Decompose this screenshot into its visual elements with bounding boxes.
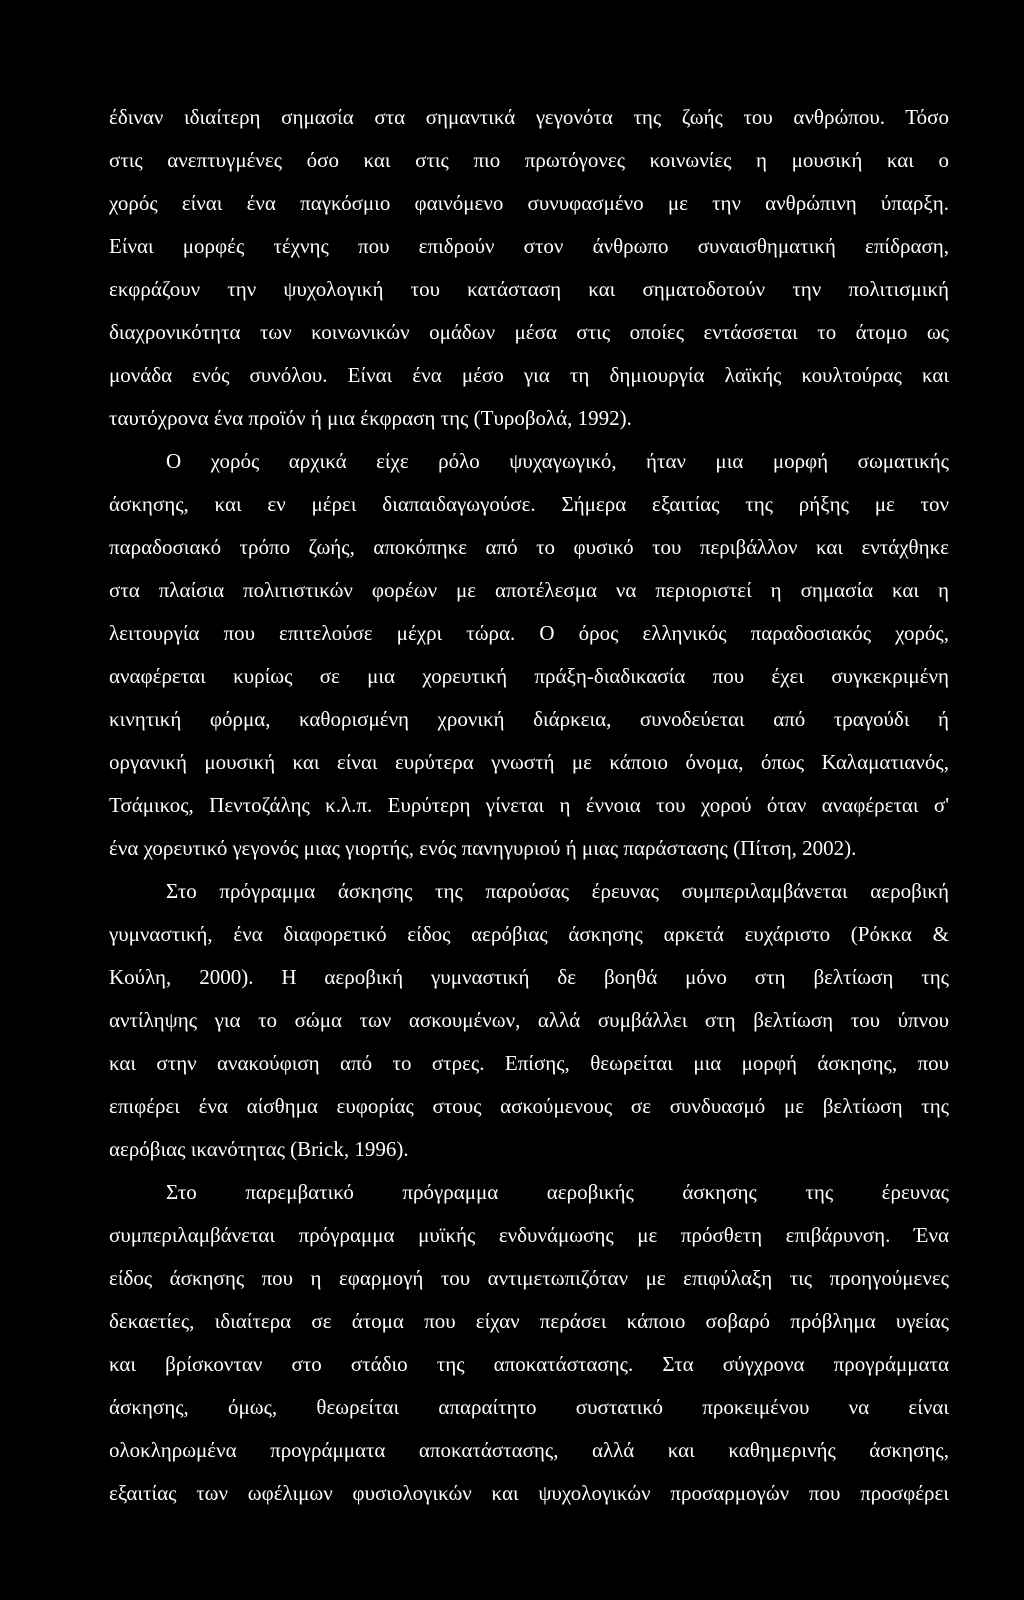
text-line: Κούλη, 2000). Η αεροβική γυμναστική δε βοηθά μόνο στη βελτίωση της xyxy=(109,965,949,989)
text-line: οργανική μουσική και είναι ευρύτερα γνωστή με κάποιο όνομα, όπως Καλαματιανός, xyxy=(109,750,949,774)
text-line: συμπεριλαμβάνεται πρόγραμμα μυϊκής ενδυνάμωσης με πρόσθετη επιβάρυνση. Ένα xyxy=(109,1223,949,1247)
text-line: ολοκληρωμένα προγράμματα αποκατάστασης, αλλά και καθημερινής άσκησης, xyxy=(109,1438,949,1462)
text-line: Στο παρεμβατικό πρόγραμμα αεροβικής άσκησης της έρευνας xyxy=(166,1180,949,1204)
text-line: είδος άσκησης που η εφαρμογή του αντιμετωπιζόταν με επιφύλαξη τις προηγούμενες xyxy=(109,1266,949,1290)
text-line: Τσάμικος, Πεντοζάλης κ.λ.π. Ευρύτερη γίνεται η έννοια του χορού όταν αναφέρεται σ' xyxy=(109,793,949,817)
text-line: μονάδα ενός συνόλου. Είναι ένα μέσο για τη δημιουργία λαϊκής κουλτούρας και xyxy=(109,363,949,387)
text-line: άσκησης, όμως, θεωρείται απαραίτητο συστατικό προκειμένου να είναι xyxy=(109,1395,949,1419)
text-line: επιφέρει ένα αίσθημα ευφορίας στους ασκούμενους σε συνδυασμό με βελτίωση της xyxy=(109,1094,949,1118)
text-line: αντίληψης για το σώμα των ασκουμένων, αλλά συμβάλλει στη βελτίωση του ύπνου xyxy=(109,1008,949,1032)
text-line: γυμναστική, ένα διαφορετικό είδος αερόβιας άσκησης αρκετά ευχάριστο (Ρόκκα & xyxy=(109,922,949,946)
text-line: ένα χορευτικό γεγονός μιας γιορτής, ενός πανηγυριού ή μιας παράστασης (Πίτση, 2002). xyxy=(109,836,857,860)
text-line: κινητική φόρμα, καθορισμένη χρονική διάρκεια, συνοδεύεται από τραγούδι ή xyxy=(109,707,949,731)
text-line: άσκησης, και εν μέρει διαπαιδαγωγούσε. Σήμερα εξαιτίας της ρήξης με τον xyxy=(109,492,949,516)
text-line: αναφέρεται κυρίως σε μια χορευτική πράξη-διαδικασία που έχει συγκεκριμένη xyxy=(109,664,949,688)
text-line: ταυτόχρονα ένα προϊόν ή μια έκφραση της (Τυροβολά, 1992). xyxy=(109,406,632,430)
text-line: παραδοσιακό τρόπο ζωής, αποκόπηκε από το φυσικό του περιβάλλον και εντάχθηκε xyxy=(109,535,949,559)
text-line: δεκαετίες, ιδιαίτερα σε άτομα που είχαν περάσει κάποιο σοβαρό πρόβλημα υγείας xyxy=(109,1309,949,1333)
text-line: λειτουργία που επιτελούσε μέχρι τώρα. Ο όρος ελληνικός παραδοσιακός χορός, xyxy=(109,621,949,645)
text-line: στα πλαίσια πολιτιστικών φορέων με αποτέλεσμα να περιοριστεί η σημασία και η xyxy=(109,578,949,602)
text-line: αερόβιας ικανότητας (Brick, 1996). xyxy=(109,1137,409,1161)
text-line: και στην ανακούφιση από το στρες. Επίσης, θεωρείται μια μορφή άσκησης, που xyxy=(109,1051,949,1075)
text-line: στις ανεπτυγμένες όσο και στις πιο πρωτόγονες κοινωνίες η μουσική και ο xyxy=(109,148,949,172)
text-line: και βρίσκονταν στο στάδιο της αποκατάστασης. Στα σύγχρονα προγράμματα xyxy=(109,1352,949,1376)
text-line: Είναι μορφές τέχνης που επιδρούν στον άνθρωπο συναισθηματική επίδραση, xyxy=(109,234,949,258)
text-line: Στο πρόγραμμα άσκησης της παρούσας έρευνας συμπεριλαμβάνεται αεροβική xyxy=(166,879,949,903)
text-line: εξαιτίας των ωφέλιμων φυσιολογικών και ψυχολογικών προσαρμογών που προσφέρει xyxy=(109,1481,949,1505)
text-line: χορός είναι ένα παγκόσμιο φαινόμενο συνυφασμένο με την ανθρώπινη ύπαρξη. xyxy=(109,191,949,215)
text-line: Ο χορός αρχικά είχε ρόλο ψυχαγωγικό, ήταν μια μορφή σωματικής xyxy=(166,449,949,473)
text-line: διαχρονικότητα των κοινωνικών ομάδων μέσα στις οποίες εντάσσεται το άτομο ως xyxy=(109,320,949,344)
text-line: εκφράζουν την ψυχολογική του κατάσταση και σηματοδοτούν την πολιτισμική xyxy=(109,277,949,301)
text-line: έδιναν ιδιαίτερη σημασία στα σημαντικά γεγονότα της ζωής του ανθρώπου. Τόσο xyxy=(109,105,949,129)
